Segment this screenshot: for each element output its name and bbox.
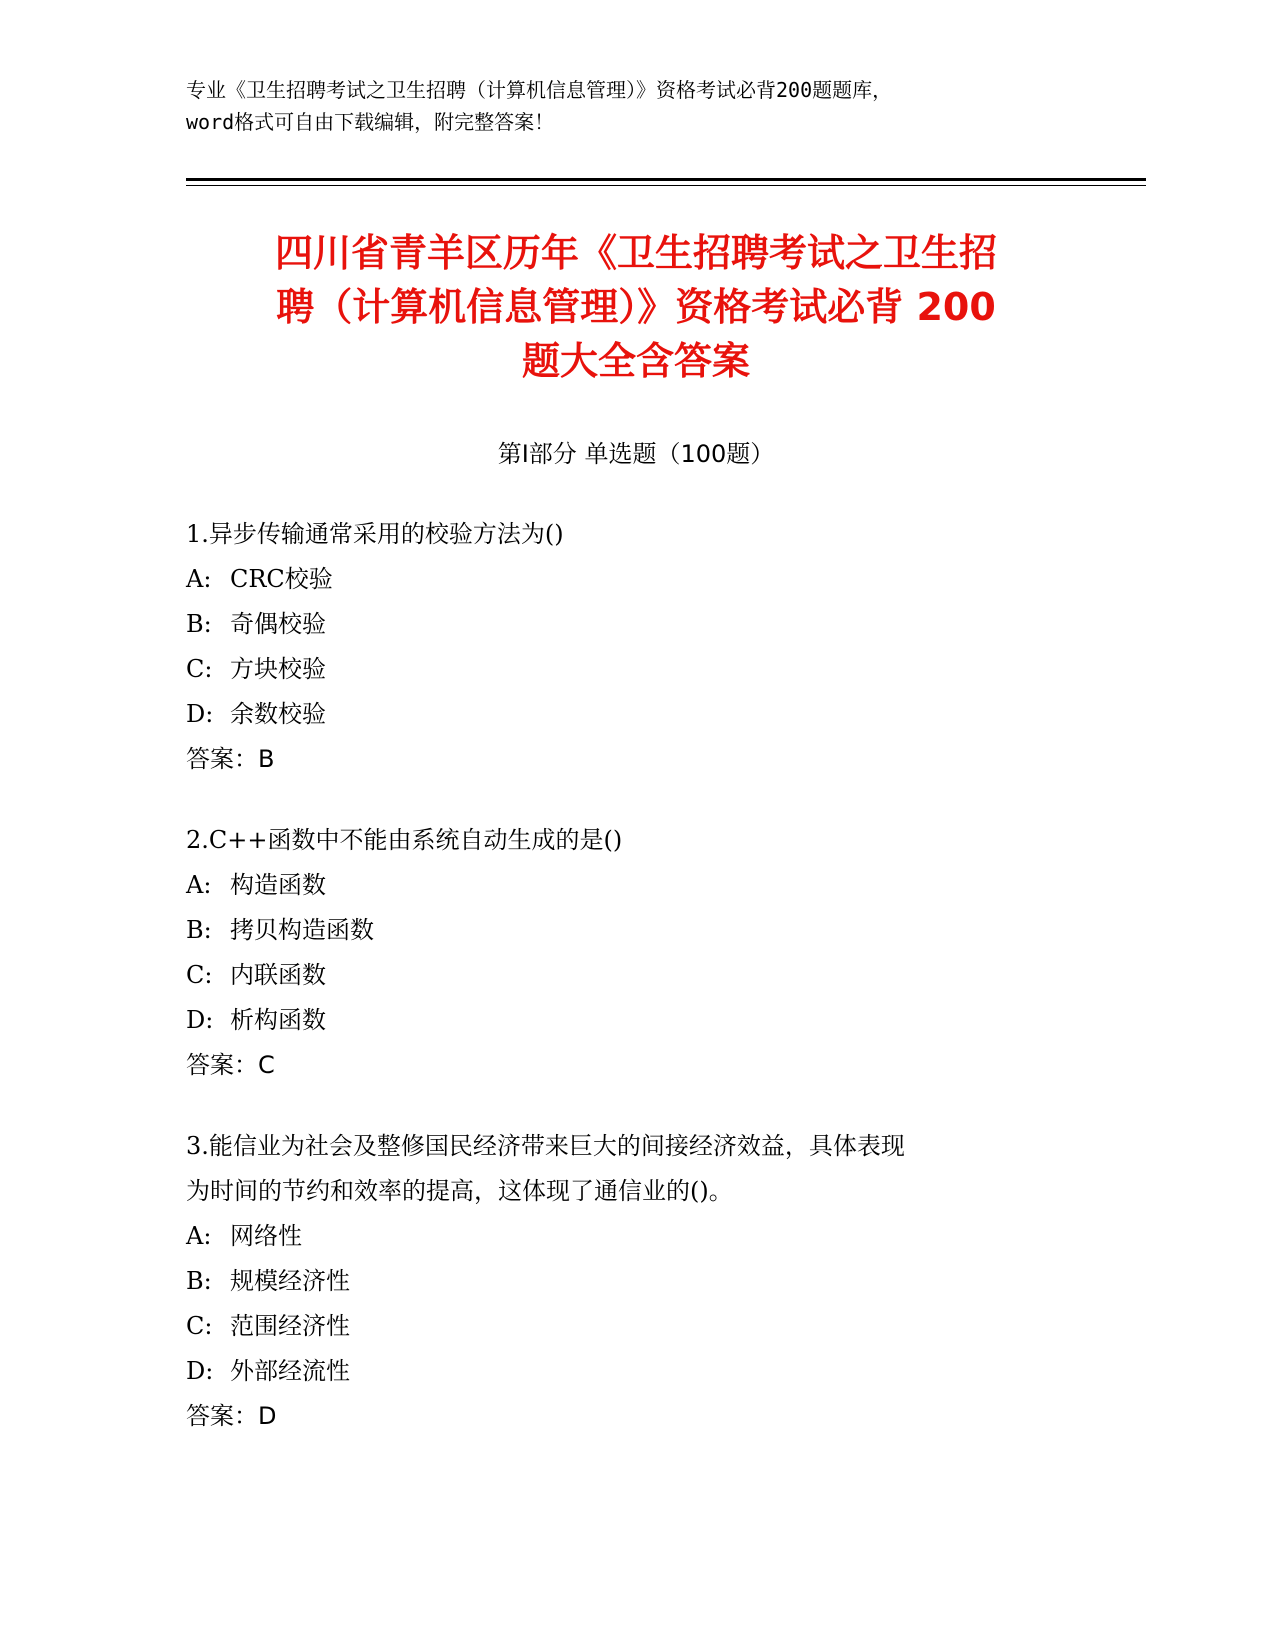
- header-rule-thin: [186, 185, 1146, 186]
- option-text: 余数校验: [230, 700, 326, 728]
- option-c: [186, 953, 1086, 998]
- option-a: [186, 557, 1086, 602]
- option-letter: D:: [186, 700, 214, 728]
- header-rule-thick: [186, 178, 1146, 181]
- option-b: [186, 908, 1086, 953]
- header-note: [186, 74, 1086, 138]
- option-letter: C:: [186, 655, 213, 683]
- document-title: [186, 226, 1086, 388]
- option-text: 构造函数: [230, 871, 326, 899]
- option-c: [186, 1304, 1086, 1349]
- option-text: 奇偶校验: [230, 610, 326, 638]
- question-text: 1.异步传输通常采用的校验方法为(): [186, 520, 564, 548]
- option-letter: A:: [186, 871, 212, 899]
- option-text: 范围经济性: [230, 1312, 350, 1340]
- header-note-line-1: 专业《卫生招聘考试之卫生招聘（计算机信息管理）》资格考试必背200题题库，: [186, 78, 893, 102]
- option-text: 方块校验: [230, 655, 326, 683]
- section-heading: 第Ⅰ部分 单选题（100题）: [497, 440, 775, 468]
- option-letter: D:: [186, 1006, 214, 1034]
- document-title-line-3: 题大全含答案: [521, 339, 750, 383]
- option-letter: C:: [186, 1312, 213, 1340]
- option-text: 网络性: [230, 1222, 302, 1250]
- answer: 答案：D: [186, 1402, 277, 1430]
- option-letter: B:: [186, 610, 212, 638]
- option-b: [186, 602, 1086, 647]
- option-text: 内联函数: [230, 961, 326, 989]
- question-text: 2.C++函数中不能由系统自动生成的是(): [186, 826, 623, 854]
- answer: 答案：C: [186, 1051, 275, 1079]
- option-c: [186, 647, 1086, 692]
- option-letter: D:: [186, 1357, 214, 1385]
- option-d: [186, 692, 1086, 737]
- question-text-line-2: 为时间的节约和效率的提高，这体现了通信业的()。: [186, 1177, 733, 1205]
- document-title-line-1: 四川省青羊区历年《卫生招聘考试之卫生招: [274, 231, 997, 275]
- option-a: [186, 863, 1086, 908]
- question-3: [186, 1124, 1086, 1439]
- option-text: 拷贝构造函数: [230, 916, 374, 944]
- question-2: [186, 818, 1086, 1088]
- option-text: CRC校验: [230, 565, 333, 593]
- answer: 答案：B: [186, 745, 275, 773]
- question-1: [186, 512, 1086, 782]
- option-letter: A:: [186, 565, 212, 593]
- option-d: [186, 1349, 1086, 1394]
- header-note-line-2: word格式可自由下载编辑，附完整答案！: [186, 110, 555, 134]
- option-text: 规模经济性: [230, 1267, 350, 1295]
- option-letter: C:: [186, 961, 213, 989]
- option-a: [186, 1214, 1086, 1259]
- option-letter: B:: [186, 916, 212, 944]
- question-text-line-1: 3.能信业为社会及整修国民经济带来巨大的间接经济效益，具体表现: [186, 1132, 905, 1160]
- option-b: [186, 1259, 1086, 1304]
- document-title-line-2: 聘（计算机信息管理）》资格考试必背 200: [276, 285, 996, 329]
- option-letter: A:: [186, 1222, 212, 1250]
- option-text: 析构函数: [230, 1006, 326, 1034]
- option-letter: B:: [186, 1267, 212, 1295]
- option-d: [186, 998, 1086, 1043]
- option-text: 外部经流性: [230, 1357, 350, 1385]
